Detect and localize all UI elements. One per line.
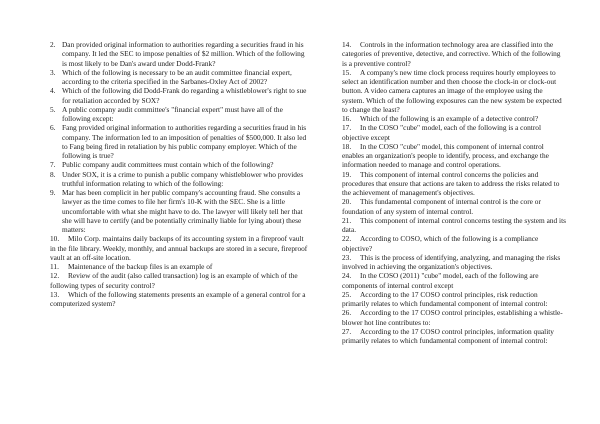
question-item (50, 86, 308, 105)
question-text: A public company audit committee's "financial expert" must have all of the following except: (62, 104, 283, 123)
question-number: 2. (50, 40, 56, 49)
question-text: This fundamental component of internal control is the core or foundation of any system of internal control. (342, 197, 541, 216)
question-item (342, 170, 566, 198)
question-item (342, 40, 566, 68)
question-text: Which of the following did Dodd-Frank do regarding a whistleblower's right to sue for retaliation accorded by SOX? (62, 86, 307, 105)
right-question-column (342, 40, 566, 345)
question-item (342, 197, 566, 216)
question-number: 12. (50, 271, 60, 281)
question-text: Which of the following is an example of a detective control? (360, 114, 539, 123)
question-text: In the COSO "cube" model, this component of internal control enables an organization's people to identify, process, and exchange the information needed to manage and control operations. (342, 141, 549, 170)
question-item (342, 114, 566, 123)
question-number: 4. (50, 86, 56, 96)
question-item (50, 271, 308, 290)
question-text: Which of the following statements presents an example of a general control for a computerized system? (50, 289, 306, 308)
question-number: 18. (342, 141, 352, 151)
left-question-column (50, 40, 308, 308)
question-item (50, 40, 308, 68)
question-number: 26. (342, 308, 352, 318)
question-item (50, 234, 308, 262)
question-text: Under SOX, it is a crime to punish a public company whistleblower who provides truthful information relating to which of the following: (62, 169, 304, 188)
question-number: 5. (50, 104, 56, 114)
question-text: A company's new time clock process requires hourly employees to select an identification number and then choose the clock-in or clock-out button. A video camera captures an image of the employee using the system. Which of the following exposures can the new system be expected to change the least? (342, 67, 562, 114)
question-text: According to the 17 COSO control principles, risk reduction primarily relates to which fundamental component of internal control: (342, 289, 548, 308)
question-item (50, 290, 308, 309)
question-text: Which of the following is necessary to be an audit committee financial expert, according to the criteria specified in the Sarbanes-Oxley Act of 2002? (62, 67, 292, 86)
question-item (50, 105, 308, 124)
question-text: According to the 17 COSO control principles, information quality primarily relates to which fundamental component of internal control: (342, 326, 554, 345)
question-item (50, 188, 308, 234)
question-number: 27. (342, 326, 352, 336)
question-text: Mar has been complicit in her public company's accounting fraud. She consults a lawyer as the time comes to file her firm's 10-K with the SEC. She is a little uncomfortable with what she might have to do. The lawyer will likely tell her that she will have to certify (and be potentially criminally liable for lying about) these matters: (62, 188, 303, 234)
question-item (342, 308, 566, 327)
question-item (342, 271, 566, 290)
question-item (50, 262, 308, 271)
question-item (342, 142, 566, 170)
question-text: Milo Corp. maintains daily backups of its accounting system in a fireproof vault in the file library. Weekly, monthly, and annual backups are stored in a secure, fireproof vault at an off-site location. (50, 234, 308, 262)
question-item (342, 68, 566, 114)
question-item (50, 123, 308, 160)
question-number: 14. (342, 40, 352, 49)
question-item (50, 160, 308, 169)
question-number: 16. (342, 114, 352, 123)
question-item (342, 253, 566, 272)
question-number: 13. (50, 289, 60, 299)
question-number: 10. (50, 234, 60, 244)
question-item (342, 327, 566, 346)
question-text: Dan provided original information to authorities regarding a securities fraud in his company. It led the SEC to impose penalties of $2 million. Which of the following is most likely to be Dan's award under Dodd-Frank? (62, 40, 305, 68)
question-number: 7. (50, 160, 56, 170)
question-number: 6. (50, 123, 56, 133)
question-text: Public company audit committees must contain which of the following? (62, 160, 274, 170)
question-number: 25. (342, 289, 352, 299)
question-number: 23. (342, 252, 352, 262)
question-text: Controls in the information technology area are classified into the categories of preventive, detective, and corrective. Which of the following is a preventive control? (342, 40, 561, 68)
question-text: This component of internal control concerns testing the system and its data. (342, 215, 566, 234)
question-text: In the COSO (2011) "cube" model, each of the following are components of internal control except (342, 271, 539, 290)
question-item (342, 216, 566, 235)
question-number: 8. (50, 169, 56, 179)
question-number: 22. (342, 234, 352, 244)
question-text: According to COSO, which of the following is a compliance objective? (342, 234, 539, 253)
question-number: 20. (342, 197, 352, 207)
question-number: 9. (50, 188, 56, 197)
question-text: Maintenance of the backup files is an example of (68, 262, 213, 271)
question-text: According to the 17 COSO control principles, establishing a whistle-blower hot line contributes to: (342, 308, 563, 327)
question-number: 11. (50, 262, 59, 271)
question-number: 24. (342, 271, 352, 281)
question-item (342, 123, 566, 142)
question-text: This is the process of identifying, analyzing, and managing the risks involved in achieving the organization's objectives. (342, 252, 561, 271)
question-text: This component of internal control concerns the policies and procedures that ensure that actions are taken to address the risks related to the achievement of management's objectives. (342, 169, 560, 197)
question-number: 3. (50, 67, 56, 77)
question-text: In the COSO "cube" model, each of the following is a control objective except (342, 123, 541, 142)
question-number: 17. (342, 123, 352, 133)
question-item (342, 234, 566, 253)
question-number: 19. (342, 169, 352, 179)
question-item (50, 170, 308, 189)
question-text: Fang provided original information to authorities regarding a securities fraud in his company. The information led to an imposition of penalties of $500,000. It also led to Fang being fired in retaliation by his public company employer. Which of the following is true? (62, 123, 307, 160)
question-item (50, 68, 308, 87)
question-number: 21. (342, 215, 352, 225)
question-number: 15. (342, 67, 352, 77)
question-text: Review of the audit (also called transaction) log is an example of which of the following types of security control? (50, 271, 298, 290)
question-item (342, 290, 566, 309)
